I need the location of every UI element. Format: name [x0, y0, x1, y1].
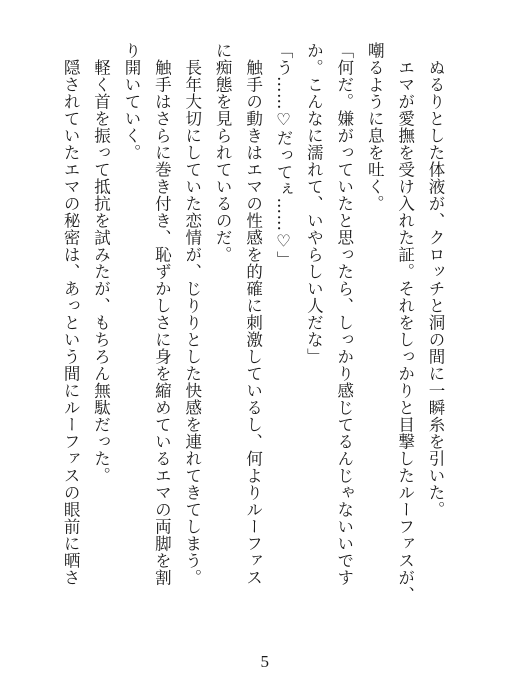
page-number: 5 [260, 652, 269, 671]
text-line: 軽く首を振って抵抗を試みたが、もちろん無駄だった。 [91, 42, 111, 484]
text-line: か。こんなに濡れて、いやらしい人だな」 [304, 42, 324, 365]
text-line: 触手はさらに巻き付き、恥ずかしさに身を縮めているエマの両脚を割 [152, 42, 172, 586]
text-line: 「う……♡だってぇ……♡」 [273, 42, 293, 268]
text-line: に痴態を見られているのだ。 [213, 42, 233, 263]
text-line: エマが愛撫を受け入れた証。それをしっかりと目撃したルーファスが、 [395, 42, 415, 603]
text-line: 触手の動きはエマの性感を的確に刺激しているし、何よりルーファス [243, 42, 263, 586]
text-line: ぬるりとした体液が、クロッチと洞の間に一瞬糸を引いた。 [426, 42, 445, 518]
vertical-text-body [55, 42, 450, 642]
text-line: 嘲るように息を吐く。 [365, 42, 385, 212]
text-line: 隠されていたエマの秘密は、あっという間にルーファスの眼前に晒さ [61, 42, 81, 586]
text-line: 長年大切にしていた恋情が、じりりとした快感を連れてきてしまう。 [182, 42, 202, 586]
text-line: 「何だ。嫌がっていたと思ったら、しっかり感じてるんじゃないいです [334, 42, 354, 586]
text-line: り開いていく。 [121, 42, 141, 161]
